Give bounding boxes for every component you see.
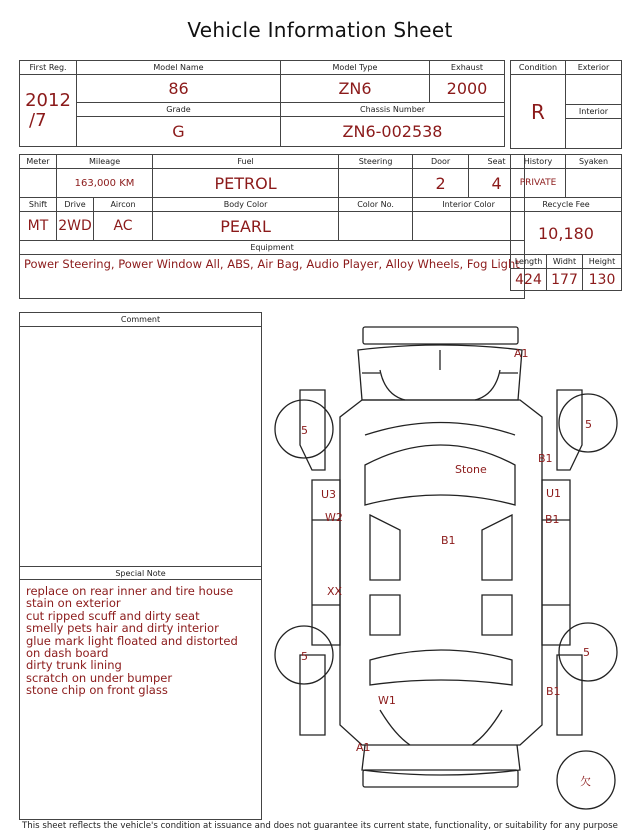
door-value: 2: [413, 169, 469, 198]
front-bumper-shape: [363, 327, 518, 344]
shift-label: Shift: [20, 198, 57, 212]
seat-value: 4: [469, 169, 525, 198]
mark-wheel-fl: 5: [301, 424, 308, 437]
first-reg-month: /7: [29, 109, 47, 131]
mark-b1-right: B1: [545, 513, 560, 526]
mark-stone: Stone: [455, 463, 487, 476]
body-color-value: PEARL: [153, 212, 339, 241]
grade-value: G: [77, 117, 281, 147]
mark-wheel-rl: 5: [301, 650, 308, 663]
history-label: History: [511, 155, 566, 169]
drive-label: Drive: [57, 198, 94, 212]
recycle-fee-label: Recycle Fee: [511, 198, 622, 212]
exterior-label: Exterior: [566, 61, 622, 75]
special-note-line: stone chip on front glass: [26, 683, 168, 698]
mileage-value: 163,000 KM: [57, 169, 153, 198]
mark-b1-right-upper: B1: [538, 452, 553, 465]
mark-a1-bottom: A1: [356, 741, 371, 754]
mileage-label: Mileage: [57, 155, 153, 169]
special-note-label: Special Note: [20, 566, 261, 580]
meter-value: [20, 169, 57, 198]
exhaust-label: Exhaust: [430, 61, 505, 75]
comment-box: [19, 312, 262, 820]
mark-u1: U1: [546, 487, 562, 500]
special-note-line: scratch on under bumper: [26, 670, 173, 685]
mark-wheel-rr: 5: [583, 646, 590, 659]
length-value: 424: [511, 269, 547, 291]
model-name-label: Model Name: [77, 61, 281, 75]
steering-label: Steering: [339, 155, 413, 169]
special-note-line: on dash board: [26, 646, 109, 661]
mark-u3: U3: [321, 488, 337, 501]
history-value: PRIVATE: [511, 169, 566, 198]
special-note-line: stain on exterior: [26, 596, 121, 611]
comment-area: [20, 327, 261, 566]
width-value: 177: [547, 269, 583, 291]
footer-disclaimer: This sheet reflects the vehicle's condition at issuance and does not guarantee its current state, functionality, or suitability for any purpose: [22, 821, 618, 831]
length-label: Length: [511, 255, 547, 269]
mark-xx: XX: [327, 585, 343, 598]
interior-label: Interior: [566, 105, 622, 119]
car-damage-diagram: [270, 315, 625, 820]
exterior-value: [566, 75, 622, 105]
mark-spare: 欠: [580, 775, 591, 788]
grade-label: Grade: [77, 103, 281, 117]
recycle-fee-value: 10,180: [511, 212, 622, 255]
main-info-table: [19, 60, 505, 147]
drive-value: 2WD: [57, 212, 94, 241]
specs-table: [19, 154, 525, 299]
model-name-value: 86: [77, 75, 281, 103]
fuel-label: Fuel: [153, 155, 339, 169]
exhaust-value: 2000: [430, 75, 505, 103]
model-type-value: ZN6: [281, 75, 430, 103]
mark-w1: W1: [378, 694, 396, 707]
aircon-value: AC: [94, 212, 153, 241]
special-note-line: replace on rear inner and tire house: [26, 584, 234, 598]
comment-label: Comment: [20, 313, 261, 327]
interior-color-label: Interior Color: [413, 198, 525, 212]
fuel-value: PETROL: [153, 169, 339, 198]
special-note-lines: [20, 580, 261, 702]
chassis-value: ZN6-002538: [281, 117, 505, 147]
height-value: 130: [583, 269, 622, 291]
mark-b1-right-lower: B1: [546, 685, 561, 698]
equipment-label: Equipment: [20, 241, 525, 255]
special-note-line: dirty trunk lining: [26, 658, 122, 673]
windshield-shape: [365, 445, 515, 505]
syaken-label: Syaken: [566, 155, 622, 169]
seat-label: Seat: [469, 155, 525, 169]
condition-value: R: [511, 75, 566, 149]
width-label: Widht: [547, 255, 583, 269]
meter-label: Meter: [20, 155, 57, 169]
first-reg-label: First Reg.: [20, 61, 77, 75]
special-note-line: smelly pets hair and dirty interior: [26, 621, 219, 636]
rear-window-shape: [370, 650, 512, 685]
condition-label: Condition: [511, 61, 566, 75]
color-no-label: Color No.: [339, 198, 413, 212]
mark-b1-center: B1: [441, 534, 456, 547]
first-reg-year: 2012: [25, 89, 71, 111]
equipment-value: Power Steering, Power Window All, ABS, Air Bag, Audio Player, Alloy Wheels, Fog Light: [20, 255, 525, 299]
special-note-line: cut ripped scuff and dirty seat: [26, 608, 200, 623]
first-reg-value: [20, 75, 77, 147]
shift-value: MT: [20, 212, 57, 241]
mark-wheel-fr: 5: [585, 418, 592, 431]
model-type-label: Model Type: [281, 61, 430, 75]
page-title: Vehicle Information Sheet: [187, 18, 453, 42]
condition-table: [510, 60, 622, 149]
history-table: [510, 154, 622, 291]
body-color-label: Body Color: [153, 198, 339, 212]
mark-w2: W2: [325, 511, 343, 524]
interior-color-value: [413, 212, 525, 241]
interior-value: [566, 119, 622, 149]
aircon-label: Aircon: [94, 198, 153, 212]
height-label: Height: [583, 255, 622, 269]
door-label: Door: [413, 155, 469, 169]
color-no-value: [339, 212, 413, 241]
syaken-value: [566, 169, 622, 198]
steering-value: [339, 169, 413, 198]
chassis-label: Chassis Number: [281, 103, 505, 117]
mark-a1-top: A1: [514, 347, 529, 360]
special-note-line: glue mark light floated and distorted: [26, 633, 238, 648]
